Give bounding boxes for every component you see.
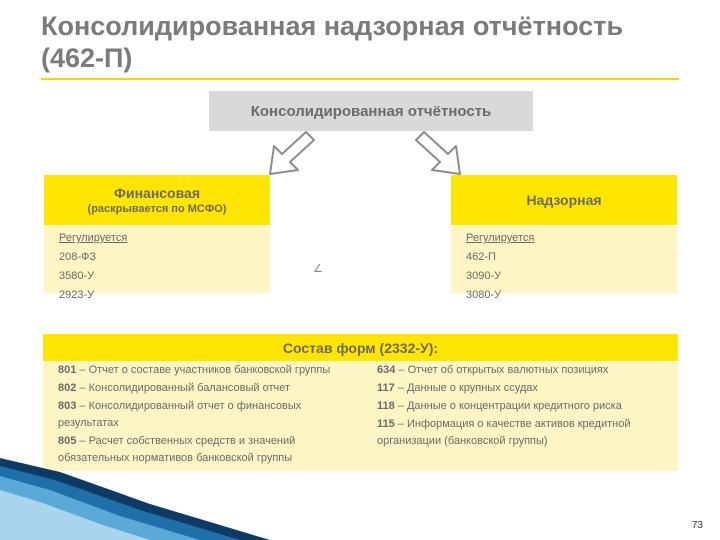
down-left-arrow-icon bbox=[262, 128, 318, 178]
supervisory-reg-item: 462-П bbox=[466, 251, 496, 263]
page-number: 73 bbox=[691, 520, 703, 531]
supervisory-reg-item: 3090-У bbox=[466, 270, 502, 282]
form-item: 801 – Отчет о составе участников банковской группы bbox=[58, 364, 331, 376]
form-item: 805 – Расчет собственных средств и значений обязательных нормативов банковской группы bbox=[58, 435, 296, 464]
consolidated-reporting-box: Консолидированная отчётность bbox=[209, 91, 533, 131]
title-underline bbox=[41, 78, 679, 80]
form-item: 803 – Консолидированный отчет о финансовых результатах bbox=[58, 400, 302, 429]
supervisory-reporting-card bbox=[451, 175, 677, 301]
form-item: 117 – Данные о крупных ссудах bbox=[377, 382, 538, 394]
form-item: 634 – Отчет об открытых валютных позициях bbox=[377, 364, 609, 376]
forms-composition-heading: Состав форм (2332-У): bbox=[43, 334, 678, 361]
supervisory-card-header bbox=[451, 175, 677, 225]
financial-reg-item: 208-ФЗ bbox=[59, 251, 97, 263]
form-item: 802 – Консолидированный балансовый отчет bbox=[58, 382, 291, 394]
financial-card-body bbox=[44, 225, 270, 309]
financial-card-header bbox=[44, 175, 270, 225]
forms-right-column bbox=[377, 362, 677, 468]
financial-regulated-label: Регулируется bbox=[59, 232, 128, 244]
financial-subheading: (раскрывается по МСФО) bbox=[87, 203, 227, 215]
supervisory-heading: Надзорная bbox=[526, 192, 602, 208]
financial-reg-item: 3580-У bbox=[59, 270, 95, 282]
financial-heading: Финансовая bbox=[114, 185, 200, 201]
financial-reporting-card bbox=[44, 175, 270, 301]
decorative-corner-swoosh bbox=[0, 452, 280, 540]
financial-reg-item: 2923-У bbox=[59, 289, 95, 301]
slide-title: Консолидированная надзорная отчётность (462-П) bbox=[41, 11, 624, 73]
supervisory-reg-item: 3080-У bbox=[466, 289, 502, 301]
forms-composition-panel bbox=[43, 334, 678, 471]
down-right-arrow-icon bbox=[412, 128, 468, 178]
form-item: 118 – Данные о концентрации кредитного риска bbox=[377, 400, 622, 412]
supervisory-regulated-label: Регулируется bbox=[466, 232, 535, 244]
form-item: 115 – Информация о качестве активов кредитной организации (банковской группы) bbox=[377, 418, 631, 447]
stray-mark: ∠ bbox=[313, 263, 323, 275]
supervisory-card-body bbox=[451, 225, 677, 309]
